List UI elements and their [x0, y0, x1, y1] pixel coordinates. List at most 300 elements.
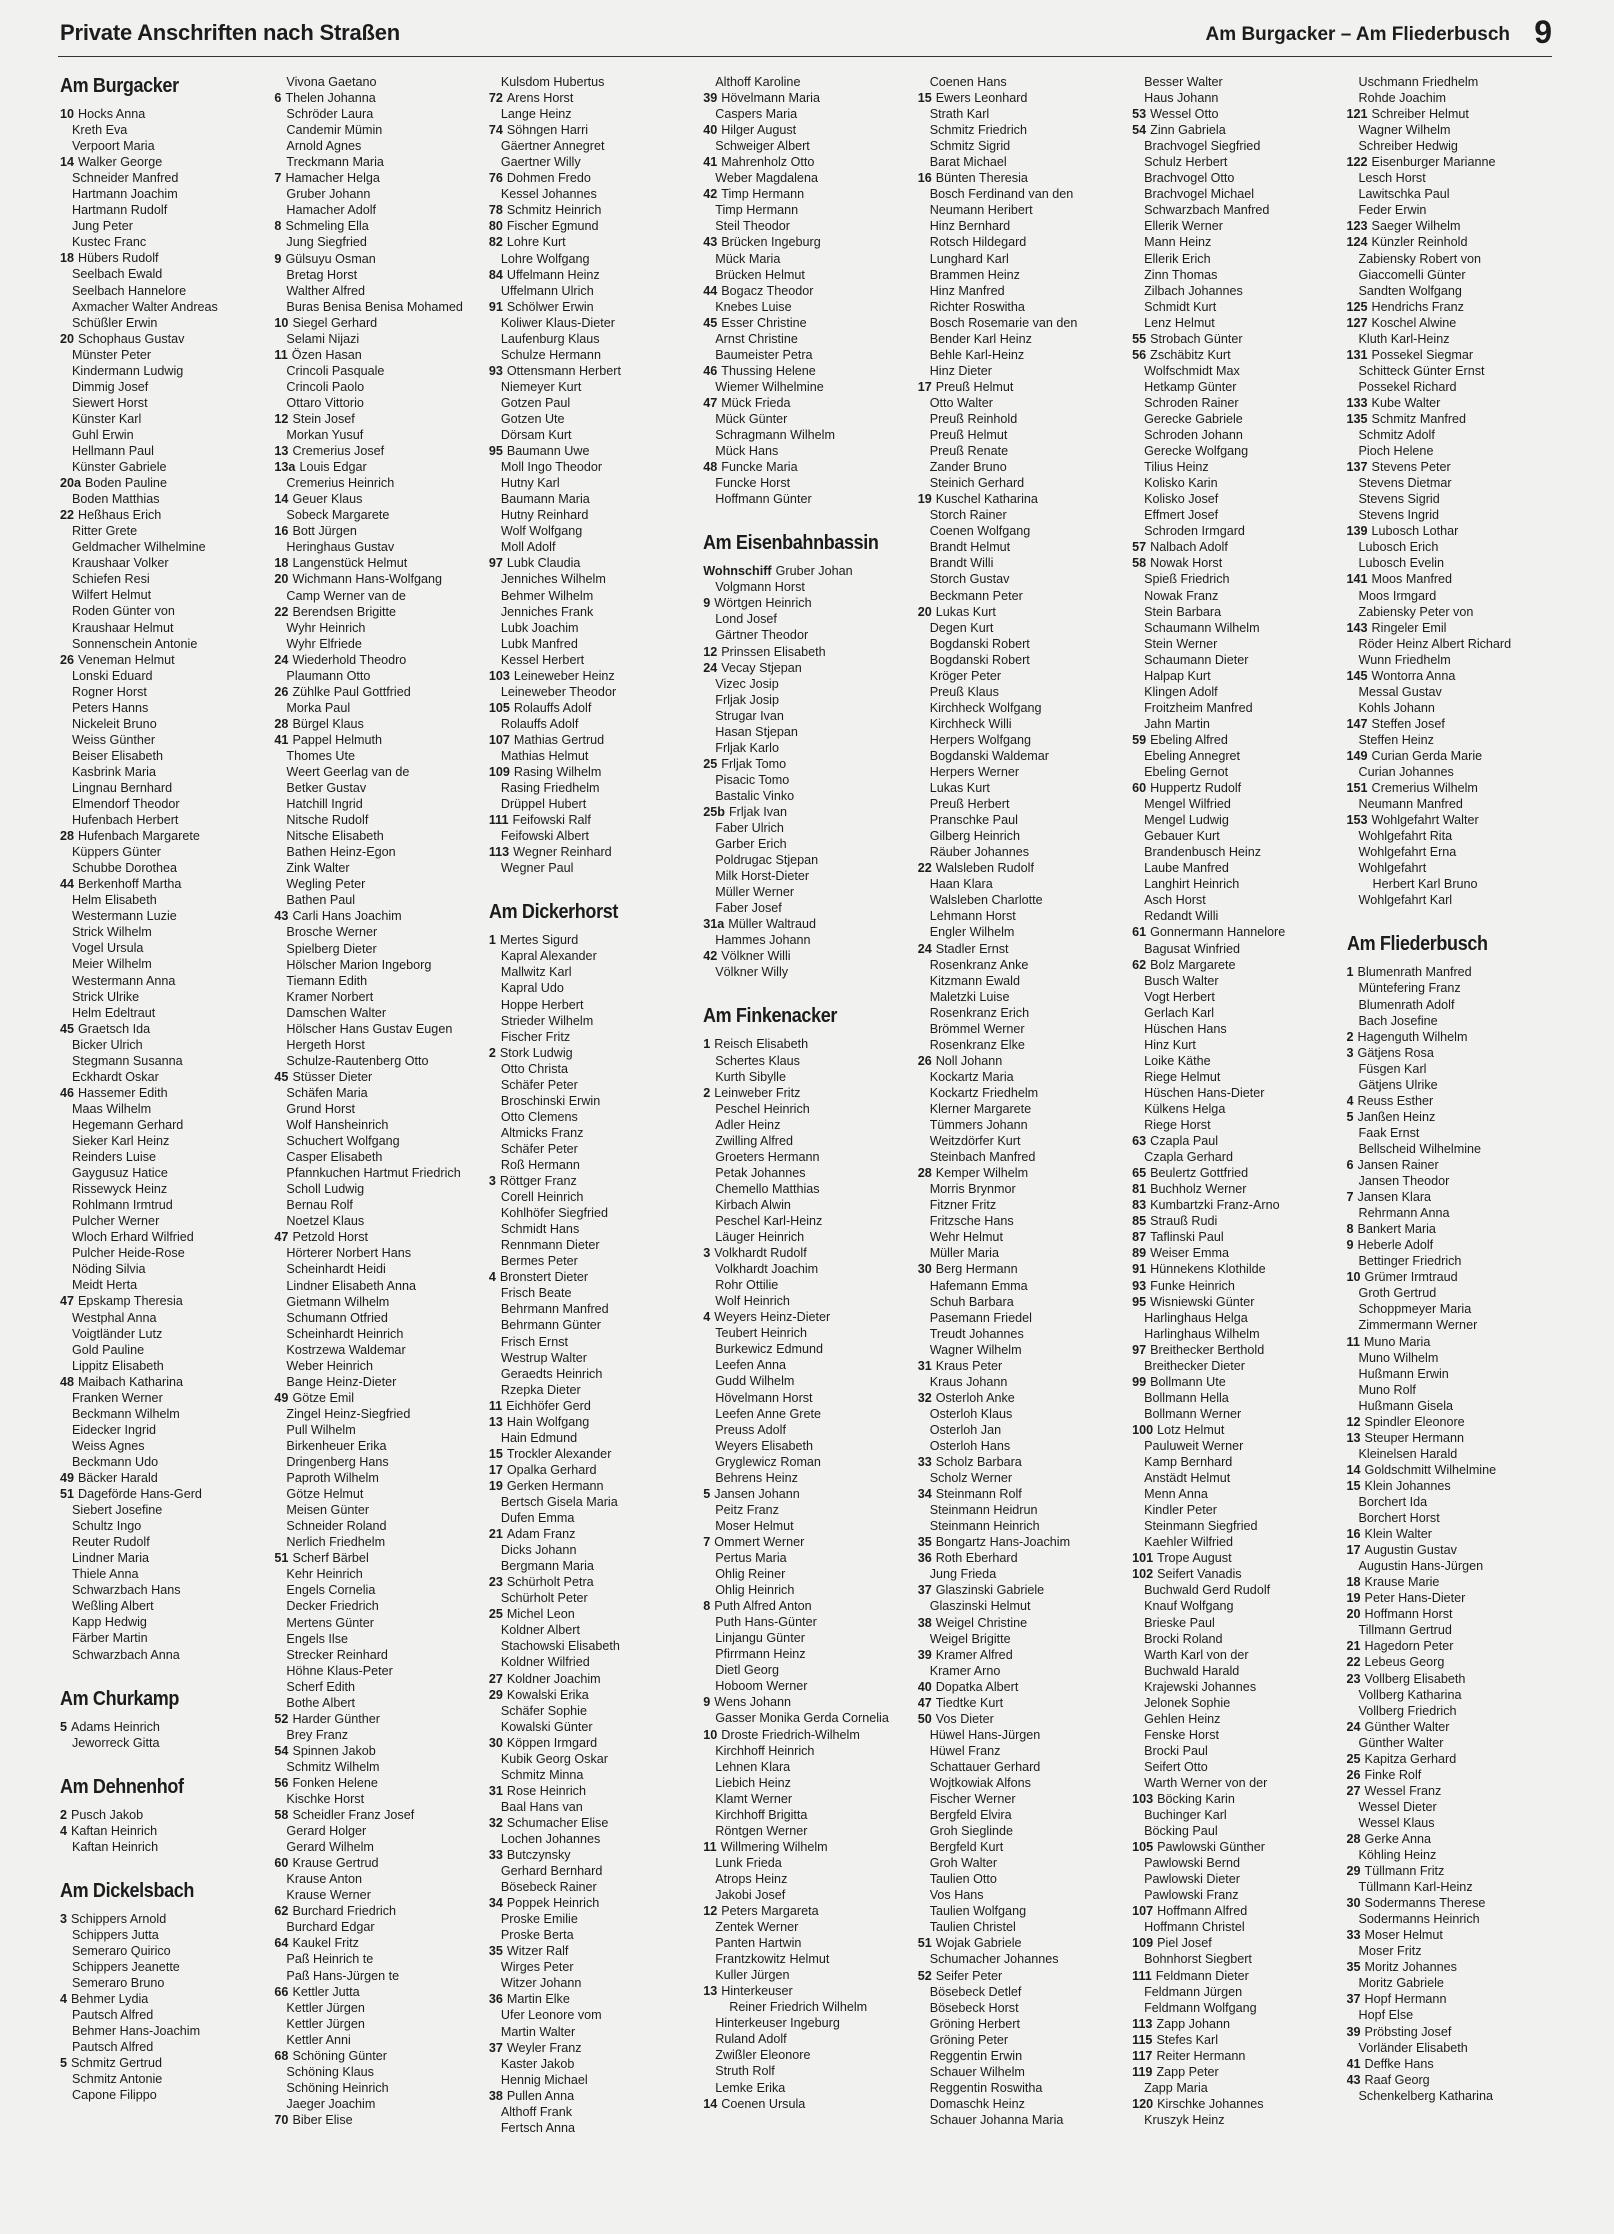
resident-name: Feldmann Jürgen: [1144, 1984, 1243, 1999]
house-number: 11: [274, 347, 288, 362]
resident-name: Kraushaar Helmut: [72, 620, 174, 635]
resident-name: Pasemann Friedel: [929, 1310, 1032, 1325]
house-number: 20: [274, 572, 289, 587]
resident-entry: [1132, 1663, 1345, 1679]
resident-name: Kitzmann Ewald: [929, 973, 1020, 988]
resident-name: Rosenkranz Elke: [929, 1037, 1025, 1052]
resident-entry: [489, 964, 702, 980]
resident-entry: [274, 539, 487, 555]
resident-name: Jeworreck Gitta: [72, 1735, 160, 1750]
resident-entry: [918, 1085, 1131, 1101]
resident-entry: [918, 1005, 1131, 1021]
house-number: 101: [1132, 1551, 1154, 1566]
resident-entry: [1347, 1542, 1560, 1558]
resident-entry: [703, 852, 916, 868]
resident-name: Weber Heinrich: [286, 1358, 373, 1373]
resident-name: Hoffmann Alfred: [1157, 1904, 1248, 1919]
resident-name: Noetzel Klaus: [286, 1214, 365, 1229]
resident-entry: [918, 1470, 1131, 1486]
resident-entry: [274, 1791, 487, 1807]
resident-entry: [918, 1213, 1131, 1229]
house-number: 74: [488, 123, 503, 138]
resident-name: Taflinski Paul: [1150, 1230, 1224, 1245]
resident-entry: [60, 1117, 273, 1133]
resident-name: Baumann Uwe: [506, 444, 590, 459]
resident-name: Kirchhoff Brigitta: [715, 1807, 808, 1822]
resident-entry: [703, 379, 916, 395]
resident-name: Hennig Michael: [500, 2072, 588, 2087]
resident-entry: [703, 1614, 916, 1630]
resident-name: Bogdanski Waldemar: [929, 748, 1049, 763]
house-number: 31a: [703, 917, 725, 932]
resident-name: Lindner Elisabeth Anna: [286, 1278, 416, 1293]
resident-entry: [489, 796, 702, 812]
resident-name: Bretag Horst: [286, 267, 358, 282]
resident-name: Mück Frieda: [721, 395, 791, 410]
resident-entry: [274, 588, 487, 604]
resident-name: Stein Josef: [292, 411, 355, 426]
resident-name: Brey Franz: [286, 1727, 349, 1742]
resident-name: Spieß Friedrich: [1144, 572, 1230, 587]
resident-name: Stevens Dietmar: [1358, 476, 1452, 491]
resident-entry: [703, 1197, 916, 1213]
resident-name: Storch Gustav: [929, 572, 1010, 587]
house-number: 30: [917, 1262, 932, 1277]
resident-name: Huppertz Rudolf: [1150, 781, 1242, 796]
resident-name: Reuter Rudolf: [72, 1535, 150, 1550]
house-number: 33: [1346, 1928, 1361, 1943]
house-number: 35: [488, 1944, 503, 1959]
resident-entry: [918, 1069, 1131, 1085]
resident-entry: [274, 1310, 487, 1326]
resident-name: Arnold Agnes: [286, 139, 362, 154]
resident-name: Liebich Heinz: [715, 1775, 791, 1790]
resident-entry: [1132, 331, 1345, 347]
resident-name: Hörterer Norbert Hans: [286, 1246, 412, 1261]
house-number: 20a: [60, 476, 82, 491]
house-number: 13: [1346, 1430, 1361, 1445]
resident-entry: [274, 1775, 487, 1791]
resident-entry: [1347, 2056, 1560, 2072]
resident-name: Gaertner Willy: [500, 155, 581, 170]
resident-name: Gryglewicz Roman: [715, 1454, 821, 1469]
resident-name: Frisch Ernst: [500, 1334, 569, 1349]
house-number: 31: [917, 1358, 932, 1373]
resident-name: Weert Geerlag van de: [286, 765, 410, 780]
resident-name: Zühlke Paul Gottfried: [292, 684, 411, 699]
resident-name: Frljak Josip: [715, 692, 779, 707]
house-number: 28: [60, 829, 75, 844]
resident-entry: [274, 315, 487, 331]
resident-entry: [918, 1679, 1131, 1695]
resident-entry: [918, 812, 1131, 828]
resident-entry: [1132, 1502, 1345, 1518]
resident-entry: [703, 186, 916, 202]
resident-entry: [918, 154, 1131, 170]
resident-entry: [489, 218, 702, 234]
resident-entry: [703, 1743, 916, 1759]
resident-entry: [274, 1278, 487, 1294]
resident-entry: [1132, 1021, 1345, 1037]
house-number: 25b: [703, 804, 725, 819]
house-number: 49: [274, 1390, 289, 1405]
house-number: 23: [488, 1575, 503, 1590]
resident-name: Meisen Günter: [286, 1503, 370, 1518]
resident-entry: [1347, 443, 1560, 459]
resident-name: Schwarzbach Hans: [72, 1583, 181, 1598]
resident-entry: [274, 1245, 487, 1261]
resident-entry: [1132, 957, 1345, 973]
resident-name: Jaeger Joachim: [286, 2096, 376, 2111]
resident-name: Zapp Maria: [1144, 2080, 1208, 2095]
resident-name: Wohlgefahrt Karl: [1358, 893, 1453, 908]
resident-name: Leefen Anna: [715, 1358, 787, 1373]
resident-entry: [489, 1141, 702, 1157]
resident-name: Hoppe Herbert: [500, 997, 584, 1012]
resident-entry: [918, 860, 1131, 876]
resident-entry: [489, 764, 702, 780]
resident-name: Jansen Theodor: [1358, 1174, 1450, 1189]
resident-entry: [489, 331, 702, 347]
resident-entry: [918, 876, 1131, 892]
house-number: 103: [1132, 1792, 1154, 1807]
resident-name: Küppers Günter: [72, 845, 161, 860]
resident-name: Schippers Jeanette: [72, 1959, 180, 1974]
resident-entry: [703, 1036, 916, 1052]
resident-entry: [1132, 1807, 1345, 1823]
resident-name: Wessel Otto: [1150, 107, 1219, 122]
resident-name: Burchard Edgar: [286, 1920, 375, 1935]
resident-name: Steinich Gerhard: [929, 476, 1025, 491]
resident-name: Ottaro Vittorio: [286, 395, 364, 410]
resident-entry: [1347, 331, 1560, 347]
resident-entry: [274, 459, 487, 475]
house-number: 47: [917, 1695, 932, 1710]
resident-name: Langenstück Helmut: [292, 556, 408, 571]
resident-entry: [1132, 1165, 1345, 1181]
resident-name: Nerlich Friedhelm: [286, 1535, 386, 1550]
resident-name: Bankert Maria: [1357, 1222, 1436, 1237]
resident-name: Lonski Eduard: [72, 668, 153, 683]
resident-name: Schmeling Ella: [285, 219, 369, 234]
house-number: 95: [488, 444, 503, 459]
resident-name: Röder Heinz Albert Richard: [1358, 636, 1512, 651]
resident-entry: [918, 2000, 1131, 2016]
resident-entry: [1132, 636, 1345, 652]
resident-entry: [489, 555, 702, 571]
resident-entry: [918, 668, 1131, 684]
resident-name: Roth Eberhard: [935, 1551, 1018, 1566]
resident-name: Burchard Friedrich: [292, 1904, 397, 1919]
resident-entry: [274, 1807, 487, 1823]
resident-name: Kapral Udo: [500, 981, 564, 996]
resident-name: Lunghard Karl: [929, 251, 1009, 266]
resident-entry: [703, 1502, 916, 1518]
resident-name: Eichhöfer Gerd: [506, 1398, 591, 1413]
resident-entry: [703, 1807, 916, 1823]
resident-entry: [60, 1069, 273, 1085]
resident-name: Gäertner Annegret: [500, 139, 605, 154]
resident-entry: [1347, 1574, 1560, 1590]
resident-entry: [60, 1165, 273, 1181]
resident-name: Faber Ulrich: [715, 821, 784, 836]
resident-name: Bongartz Hans-Joachim: [935, 1535, 1071, 1550]
house-number: 7: [703, 1534, 711, 1549]
resident-name: Schmitz Antonie: [72, 2072, 163, 2087]
resident-name: Brandenbusch Heinz: [1144, 845, 1262, 860]
resident-name: Dopatka Albert: [935, 1679, 1019, 1694]
resident-entry: [703, 475, 916, 491]
resident-entry: [1132, 1278, 1345, 1294]
resident-name: Schuh Barbara: [929, 1294, 1014, 1309]
resident-name: Mertens Günter: [286, 1615, 374, 1630]
resident-entry: [703, 1710, 916, 1726]
resident-entry: [1132, 1261, 1345, 1277]
resident-name: Haus Johann: [1144, 91, 1219, 106]
resident-entry: [489, 2056, 702, 2072]
resident-entry: [1347, 74, 1560, 90]
house-number: 91: [488, 299, 503, 314]
resident-name: Mertes Sigurd: [499, 933, 579, 948]
resident-entry: [60, 1021, 273, 1037]
house-number: 97: [488, 556, 503, 571]
resident-name: Wilfert Helmut: [72, 588, 152, 603]
resident-name: Günther Walter: [1364, 1719, 1450, 1734]
resident-name: Seifert Vanadis: [1157, 1567, 1242, 1582]
resident-entry: [489, 106, 702, 122]
resident-entry: [918, 1021, 1131, 1037]
resident-name: Mallwitz Karl: [500, 965, 572, 980]
house-number: 145: [1346, 668, 1368, 683]
resident-name: Lohre Kurt: [506, 235, 566, 250]
resident-name: Krause Werner: [286, 1888, 371, 1903]
resident-entry: [60, 1647, 273, 1663]
house-number: 84: [488, 267, 503, 282]
resident-name: Behrmann Manfred: [500, 1302, 609, 1317]
resident-name: Zwißler Eleonore: [715, 2048, 811, 2063]
resident-entry: [274, 1261, 487, 1277]
resident-name: Ritter Grete: [72, 524, 138, 539]
resident-entry: [918, 1550, 1131, 1566]
resident-entry: [1347, 138, 1560, 154]
resident-name: Petak Johannes: [715, 1165, 806, 1180]
resident-name: Crincoli Pasquale: [286, 363, 385, 378]
resident-entry: [918, 170, 1131, 186]
resident-name: Pröbsting Josef: [1364, 2024, 1452, 2039]
resident-entry: [703, 611, 916, 627]
resident-entry: [1132, 251, 1345, 267]
resident-entry: [274, 1053, 487, 1069]
resident-entry: [703, 804, 916, 820]
resident-entry: [274, 1326, 487, 1342]
resident-name: Hoffmann Günter: [715, 492, 812, 507]
resident-entry: [703, 395, 916, 411]
resident-name: Zapp Johann: [1156, 2016, 1230, 2031]
resident-name: Hußmann Erwin: [1358, 1366, 1449, 1381]
resident-entry: [1347, 90, 1560, 106]
resident-name: Busch Walter: [1144, 973, 1219, 988]
resident-entry: [918, 604, 1131, 620]
resident-name: Rogner Horst: [72, 684, 147, 699]
resident-name: Nitsche Elisabeth: [286, 829, 384, 844]
resident-entry: [703, 692, 916, 708]
resident-name: Maletzki Luise: [929, 989, 1010, 1004]
resident-name: Verpoort Maria: [72, 139, 155, 154]
resident-entry: [60, 1959, 273, 1975]
resident-entry: [274, 1663, 487, 1679]
resident-name: Hinterkeuser: [721, 1984, 793, 1999]
resident-name: Sobeck Margarete: [286, 508, 390, 523]
resident-entry: [60, 1326, 273, 1342]
resident-name: Sodermanns Heinrich: [1358, 1912, 1480, 1927]
resident-entry: [703, 267, 916, 283]
resident-name: Nöding Silvia: [72, 1262, 146, 1277]
resident-entry: [1347, 571, 1560, 587]
house-number: 52: [917, 1968, 932, 1983]
resident-name: Schroden Irmgard: [1144, 524, 1245, 539]
resident-name: Wiemer Wilhelmine: [715, 379, 824, 394]
house-number: 97: [1132, 1342, 1147, 1357]
resident-name: Lenz Helmut: [1144, 315, 1215, 330]
resident-name: Pulcher Heide-Rose: [72, 1246, 185, 1261]
resident-entry: [918, 700, 1131, 716]
resident-name: Peschel Heinrich: [715, 1101, 810, 1116]
resident-entry: [60, 1358, 273, 1374]
resident-entry: [60, 266, 273, 282]
resident-entry: [1347, 1237, 1560, 1253]
resident-entry: [918, 202, 1131, 218]
resident-entry: [274, 1229, 487, 1245]
resident-name: Behmer Lydia: [71, 1992, 149, 2007]
header-title: Private Anschriften nach Straßen: [60, 20, 400, 45]
resident-name: Gerard Holger: [286, 1824, 367, 1839]
resident-name: Wolf Heinrich: [715, 1294, 790, 1309]
resident-entry: [918, 1839, 1131, 1855]
resident-entry: [1347, 1671, 1560, 1687]
resident-name: Schaumann Wilhelm: [1144, 620, 1260, 635]
resident-entry: [1132, 1374, 1345, 1390]
house-number: 37: [488, 2040, 503, 2055]
resident-entry: [274, 1181, 487, 1197]
resident-entry: [60, 507, 273, 523]
house-number: 89: [1132, 1246, 1147, 1261]
house-number: 137: [1346, 460, 1368, 475]
resident-entry: [703, 740, 916, 756]
resident-name: Brachvogel Otto: [1144, 171, 1235, 186]
resident-entry: [274, 507, 487, 523]
house-number: 61: [1132, 925, 1147, 940]
resident-entry: [1132, 523, 1345, 539]
resident-name: Funcke Maria: [721, 460, 798, 475]
resident-name: Brömmel Werner: [929, 1021, 1025, 1036]
resident-entry: [703, 724, 916, 740]
resident-name: Münster Peter: [72, 347, 152, 362]
resident-name: Bothe Albert: [286, 1695, 356, 1710]
house-number: 78: [488, 203, 503, 218]
street-heading: Am Dickelsbach: [60, 1879, 195, 1902]
resident-entry: [1132, 1149, 1345, 1165]
resident-entry: [1347, 1205, 1560, 1221]
house-number: 34: [917, 1487, 932, 1502]
resident-entry: [274, 2112, 487, 2128]
resident-name: Kuller Jürgen: [715, 1968, 790, 1983]
resident-name: Vivona Gaetano: [286, 75, 377, 89]
resident-entry: [918, 1598, 1131, 1614]
resident-name: Klein Walter: [1364, 1527, 1432, 1542]
resident-entry: [703, 106, 916, 122]
resident-entry: [918, 892, 1131, 908]
house-number: 4: [703, 1310, 711, 1325]
resident-entry: [274, 2032, 487, 2048]
resident-name: Volgmann Horst: [715, 580, 805, 595]
resident-name: Külkens Helga: [1144, 1102, 1226, 1116]
resident-name: Hüwel Hans-Jürgen: [929, 1727, 1041, 1742]
resident-name: Chemello Matthias: [715, 1181, 820, 1196]
resident-name: Hartmann Rudolf: [72, 203, 168, 218]
resident-name: Richter Roswitha: [929, 299, 1025, 314]
resident-entry: [703, 1117, 916, 1133]
resident-name: Adams Heinrich: [71, 1719, 160, 1734]
resident-entry: [703, 154, 916, 170]
house-number: 147: [1346, 716, 1368, 731]
resident-name: Schubbe Dorothea: [72, 861, 178, 876]
resident-name: Pauluweit Werner: [1144, 1438, 1244, 1453]
resident-entry: [274, 780, 487, 796]
resident-name: Steinmann Rolf: [935, 1487, 1022, 1502]
house-number: 33: [917, 1455, 932, 1470]
resident-name: Vos Dieter: [935, 1711, 994, 1726]
resident-entry: [1132, 1759, 1345, 1775]
resident-name: Fritzsche Hans: [929, 1214, 1014, 1229]
resident-entry: [274, 924, 487, 940]
resident-entry: [703, 579, 916, 595]
resident-name: Osterloh Anke: [935, 1390, 1015, 1405]
house-number: 95: [1132, 1294, 1147, 1309]
house-number: 24: [1346, 1719, 1361, 1734]
resident-name: Wohlgefahrt Walter: [1371, 813, 1479, 828]
resident-name: Peters Margareta: [721, 1904, 819, 1919]
resident-name: Rzepka Dieter: [500, 1382, 581, 1397]
resident-entry: [1132, 1486, 1345, 1502]
resident-name: Strauß Rudi: [1150, 1214, 1218, 1229]
resident-entry: [703, 1887, 916, 1903]
resident-entry: [274, 1951, 487, 1967]
resident-entry: [489, 1975, 702, 1991]
resident-entry: [489, 363, 702, 379]
resident-name: Thussing Helene: [721, 363, 816, 378]
resident-name: Schneider Roland: [286, 1519, 387, 1534]
resident-name: Broschinski Erwin: [500, 1093, 601, 1108]
resident-name: Bellscheid Wilhelmine: [1358, 1141, 1482, 1156]
resident-name: Stevens Peter: [1371, 460, 1451, 475]
resident-name: Halpap Kurt: [1144, 668, 1211, 683]
resident-name: Schürholt Petra: [506, 1575, 594, 1590]
resident-entry: [60, 2055, 273, 2071]
resident-name: Asch Horst: [1144, 893, 1206, 908]
resident-name: Ebeling Gernot: [1144, 765, 1229, 780]
resident-name: Vizec Josip: [715, 676, 779, 691]
house-number: 12: [703, 1904, 718, 1919]
resident-entry: [489, 186, 702, 202]
resident-entry: [489, 732, 702, 748]
resident-entry: [489, 1895, 702, 1911]
resident-entry: [60, 1991, 273, 2007]
resident-name: Frljak Karlo: [715, 740, 779, 755]
resident-entry: [489, 154, 702, 170]
resident-name: Nowak Horst: [1150, 556, 1223, 571]
resident-entry: [918, 1245, 1131, 1261]
resident-entry: [274, 1534, 487, 1550]
